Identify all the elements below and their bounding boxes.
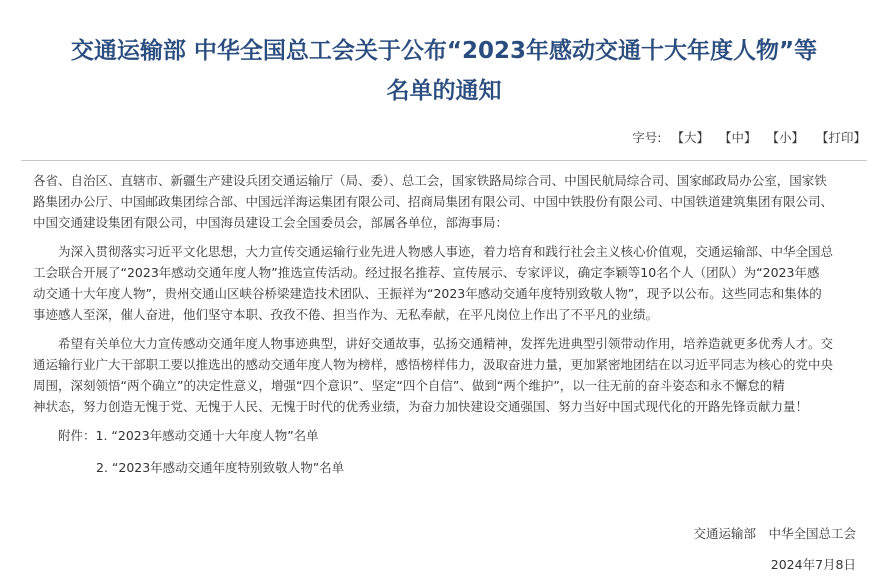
paragraph-2-line: 希望有关单位大力宣传感动交通年度人物事迹典型，讲好交通故事，弘扬交通精神，发挥先进典型引领带动作用，培养造就更多优秀人才。交 [58, 336, 834, 351]
paragraph-1-line: 动交通十大年度人物”，贵州交通山区峡谷桥梁建造技术团队、王振祥为“2023年感动交通年度特别致敬人物”，现予以公布。这些同志和集体的 [33, 286, 822, 301]
font-size-label: 字号: [632, 130, 662, 145]
paragraph-2-line: 周围，深刻领悟“两个确立”的决定性意义，增强“四个意识”、坚定“四个自信”、做到“两个维护”，以一往无前的奋斗姿态和永不懈怠的精 [33, 378, 785, 393]
paragraph-1-line: 工会联合开展了“2023年感动交通年度人物”推选宣传活动。经过报名推荐、宣传展示、专家评议，确定李颖等10名个人（团队）为“2023年感 [33, 265, 820, 280]
font-size-medium-button[interactable]: 【中】 [718, 130, 757, 145]
addressee-line: 路集团办公厅、中国邮政集团综合部、中国远洋海运集团有限公司、招商局集团有限公司、中国中铁股份有限公司、中国铁道建筑集团有限公司、 [33, 194, 834, 209]
addressee-line: 各省、自治区、直辖市、新疆生产建设兵团交通运输厅（局、委）、总工会，国家铁路局综合司、中国民航局综合司、国家邮政局办公室，国家铁 [33, 173, 827, 188]
font-size-toolbar [632, 128, 866, 148]
paragraph-1-line: 事迹感人至深，催人奋进，他们坚守本职、孜孜不倦、担当作为、无私奉献，在平凡岗位上作出了不平凡的业绩。 [33, 307, 659, 322]
paragraph-2-line: 通运输行业广大干部职工要以推选出的感动交通年度人物为榜样，感悟榜样伟力，汲取奋进力量，更加紧密地团结在以习近平同志为核心的党中央 [33, 357, 834, 372]
issuing-authorities: 交通运输部 中华全国总工会 [693, 526, 856, 541]
attachment-1: 附件：1. “2023年感动交通十大年度人物”名单 [58, 428, 319, 443]
print-button[interactable]: 【打印】 [815, 130, 866, 145]
addressee-line: 中国交通建设集团有限公司，中国海员建设工会全国委员会，部属各单位，部海事局： [33, 215, 509, 230]
paragraph-1-line: 为深入贯彻落实习近平文化思想，大力宣传交通运输行业先进人物感人事迹，着力培育和践行社会主义核心价值观，交通运输部、中华全国总 [58, 244, 834, 259]
attachment-2: 2. “2023年感动交通年度特别致敬人物”名单 [96, 460, 345, 475]
paragraph-2-line: 神状态，努力创造无愧于党、无愧于人民、无愧于时代的优秀业绩，为奋力加快建设交通强国、努力当好中国式现代化的开路先锋贡献力量！ [33, 399, 809, 414]
page-title-line-2: 名单的通知 [386, 78, 502, 104]
page-title-line-1: 交通运输部 中华全国总工会关于公布“2023年感动交通十大年度人物”等 [70, 38, 818, 64]
font-size-large-button[interactable]: 【大】 [671, 130, 709, 145]
header-divider [21, 160, 867, 161]
issue-date: 2024年7月8日 [770, 557, 856, 572]
font-size-small-button[interactable]: 【小】 [766, 130, 804, 145]
article-body [33, 170, 863, 478]
